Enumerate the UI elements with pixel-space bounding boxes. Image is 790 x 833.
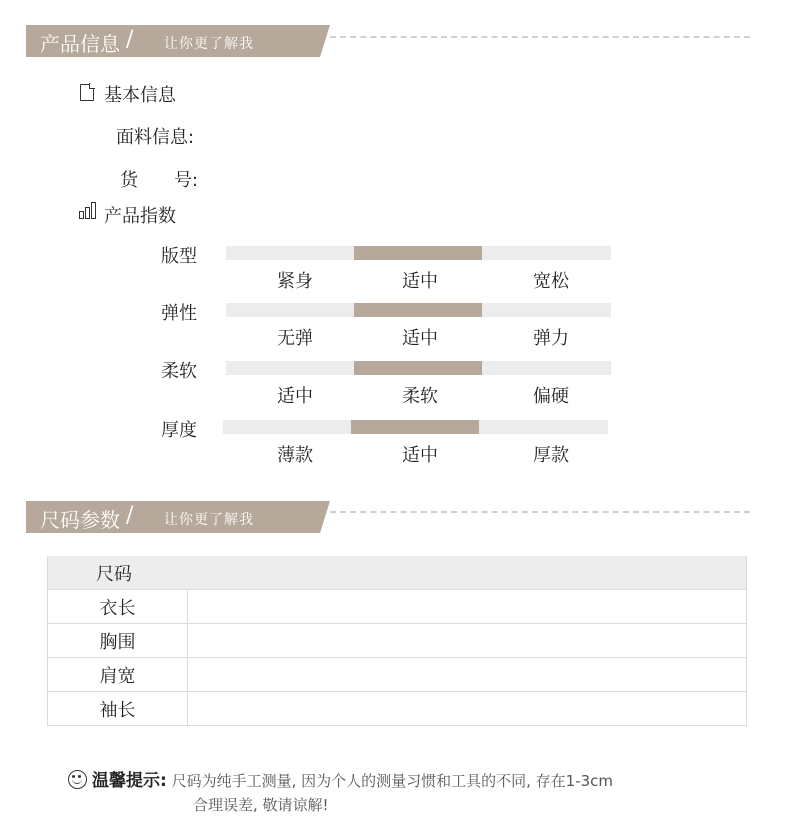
- tip-label: 温馨提示:: [92, 771, 167, 791]
- index-segment: [226, 303, 354, 317]
- document-icon: [80, 84, 94, 101]
- basic-info-title: 基本信息: [104, 85, 176, 106]
- index-option: 柔软: [402, 386, 438, 407]
- tip-line1: 尺码为纯手工测量, 因为个人的测量习惯和工具的不同, 存在1-3cm: [171, 772, 614, 790]
- section-subtitle: 让你更了解我: [164, 36, 254, 52]
- sku-label: 货 号:: [120, 170, 199, 191]
- index-track: [226, 246, 611, 260]
- dashed-divider: [330, 511, 750, 513]
- index-selected-segment: [354, 303, 482, 317]
- index-option: 宽松: [533, 271, 569, 292]
- index-segment: [226, 361, 354, 375]
- row-label: 袖长: [48, 692, 188, 726]
- index-segment: [483, 303, 611, 317]
- banner-slash: /: [126, 503, 134, 528]
- row-value: [188, 692, 747, 726]
- index-option: 厚款: [533, 445, 569, 466]
- product-index-title: 产品指数: [104, 206, 176, 227]
- index-option: 适中: [402, 445, 438, 466]
- index-label: 柔软: [161, 361, 197, 382]
- index-track: [226, 361, 611, 375]
- index-option: 偏硬: [533, 386, 569, 407]
- section-banner-product-info: [26, 25, 320, 57]
- size-header: 尺码: [48, 556, 747, 590]
- index-segment: [223, 420, 351, 434]
- banner-slash: /: [126, 27, 134, 52]
- table-row: [48, 692, 747, 726]
- index-selected-segment: [351, 420, 479, 434]
- index-option: 无弹: [277, 328, 313, 349]
- fabric-info-label: 面料信息:: [116, 127, 195, 148]
- table-row: [48, 624, 747, 658]
- size-table-header-row: [48, 556, 747, 590]
- size-table: [47, 556, 747, 726]
- row-label: 衣长: [48, 590, 188, 624]
- bar-chart-icon: [79, 203, 99, 219]
- index-segment: [480, 420, 608, 434]
- index-option: 适中: [402, 271, 438, 292]
- index-label: 版型: [161, 246, 197, 267]
- tip-line2: 合理误差, 敬请谅解!: [193, 796, 329, 814]
- section-title: 尺码参数: [40, 508, 120, 532]
- index-option: 适中: [277, 386, 313, 407]
- section-title: 产品信息: [40, 32, 120, 56]
- index-segment: [483, 246, 611, 260]
- tip-block: [68, 769, 613, 817]
- row-value: [188, 624, 747, 658]
- section-subtitle: 让你更了解我: [164, 512, 254, 528]
- index-track: [226, 303, 611, 317]
- index-selected-segment: [354, 246, 482, 260]
- index-option: 弹力: [533, 328, 569, 349]
- smile-icon: [68, 770, 87, 789]
- section-banner-size: [26, 501, 320, 533]
- dashed-divider: [330, 36, 750, 38]
- index-segment: [483, 361, 611, 375]
- index-option: 薄款: [277, 445, 313, 466]
- index-label: 弹性: [161, 303, 197, 324]
- index-selected-segment: [354, 361, 482, 375]
- index-option: 紧身: [277, 271, 313, 292]
- table-row: [48, 658, 747, 692]
- index-label: 厚度: [161, 420, 197, 441]
- row-label: 胸围: [48, 624, 188, 658]
- index-segment: [226, 246, 354, 260]
- table-row: [48, 590, 747, 624]
- row-label: 肩宽: [48, 658, 188, 692]
- row-value: [188, 590, 747, 624]
- index-track: [223, 420, 608, 434]
- row-value: [188, 658, 747, 692]
- index-option: 适中: [402, 328, 438, 349]
